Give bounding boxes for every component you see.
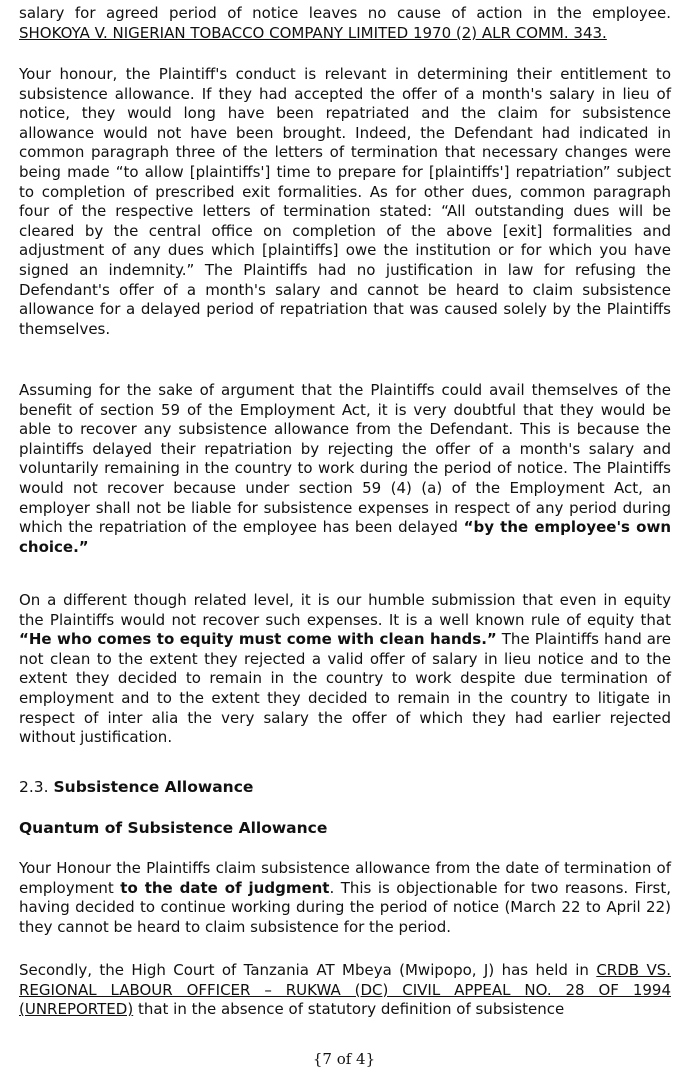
- subsection-heading: [19, 818, 327, 838]
- case-citation: CRDB VS. REGIONAL LABOUR OFFICER – RUKWA (DC) CIVIL APPEAL NO. 28 OF 1994 (UNREPORTED): [19, 961, 671, 1019]
- paragraph-equity: [19, 591, 671, 748]
- subsection-title: Quantum of Subsistence Allowance: [19, 819, 328, 837]
- case-citation: SHOKOYA V. NIGERIAN TOBACCO COMPANY LIMITED 1970 (2) ALR COMM. 343.: [19, 23, 607, 42]
- section-title: Subsistence Allowance: [53, 778, 254, 796]
- paragraph-text: Secondly, the High Court of Tanzania AT Mbeya (Mwipopo, J) has held in: [19, 961, 597, 979]
- paragraph-section-59: [19, 381, 671, 557]
- paragraph-text-continued: The Plaintiffs hand are not clean to the extent they rejected a valid offer of salary in lieu notice and to the extent they decided to remain in the country to work despite due termination of employment and to the extent they decided to remain in the country to litigate in respect of inter alia the very salary the offer of which they had earlier rejected without justification.: [19, 630, 671, 747]
- paragraph-text: salary for agreed period of notice leaves no cause of action in the employee.: [19, 4, 671, 22]
- page-number: {7 of 4}: [312, 1050, 376, 1068]
- section-number: 2.3.: [19, 778, 54, 796]
- equity-maxim: “He who comes to equity must come with clean hands.”: [19, 630, 497, 649]
- paragraph-text: Your Honour the Plaintiffs claim subsistence allowance from the date of termination of employment: [19, 859, 671, 897]
- paragraph-crdb: [19, 961, 671, 1020]
- emphasis-text: “by the employee's own choice.”: [19, 518, 671, 556]
- paragraph-text-continued: that in the absence of statutory definition of subsistence: [133, 1000, 565, 1019]
- section-heading: [19, 777, 253, 797]
- paragraph-text: On a different though related level, it is our humble submission that even in equity the Plaintiffs would not recover such expenses. It is a well known rule of equity that: [19, 591, 671, 629]
- paragraph-plaintiff-conduct: [19, 65, 671, 339]
- paragraph-quantum: [19, 859, 671, 937]
- paragraph-text: Your honour, the Plaintiff's conduct is relevant in determining their entitlement to subsistence allowance. If they had accepted the offer of a month's salary in lieu of notice, they would long have been repatriated and the claim for subsistence allowance would not have been brought. Indeed, the Defendant had indicated in common paragraph three of the letters of termination that necessary changes were being made “to allow [plaintiffs'] time to prepare for [plaintiffs'] repatriation” subject to completion of prescribed exit formalities. As for other dues, common paragraph four of the respective letters of termination stated: “All outstanding dues will be cleared by the central office on completion of the above [exit] formalities and adjustment of any dues which [plaintiffs] owe the institution or for which you have signed an indemnity.” The Plaintiffs had no justification in law for refusing the Defendant's offer of a month's salary and cannot be heard to claim subsistence allowance for a delayed period of repatriation that was caused solely by the Plaintiffs themselves.: [19, 65, 671, 338]
- paragraph-text-continued: . This is objectionable for two reasons. First, having decided to continue working during the period of notice (March 22 to April 22) they cannot be heard to claim subsistence for the period.: [19, 878, 671, 936]
- emphasis-text: to the date of judgment: [120, 878, 330, 897]
- paragraph-text: Assuming for the sake of argument that the Plaintiffs could avail themselves of the benefit of section 59 of the Employment Act, it is very doubtful that they would be able to recover any subsistence allowance from the Defendant. This is because the plaintiffs delayed their repatriation by rejecting the offer of a month's salary and voluntarily remaining in the country to work during the period of notice. The Plaintiffs would not recover because under section 59 (4) (a) of the Employment Act, an employer shall not be liable for subsistence expenses in respect of any period during which the repatriation of the employee has been delayed: [19, 381, 671, 537]
- paragraph-precedent: [19, 4, 671, 43]
